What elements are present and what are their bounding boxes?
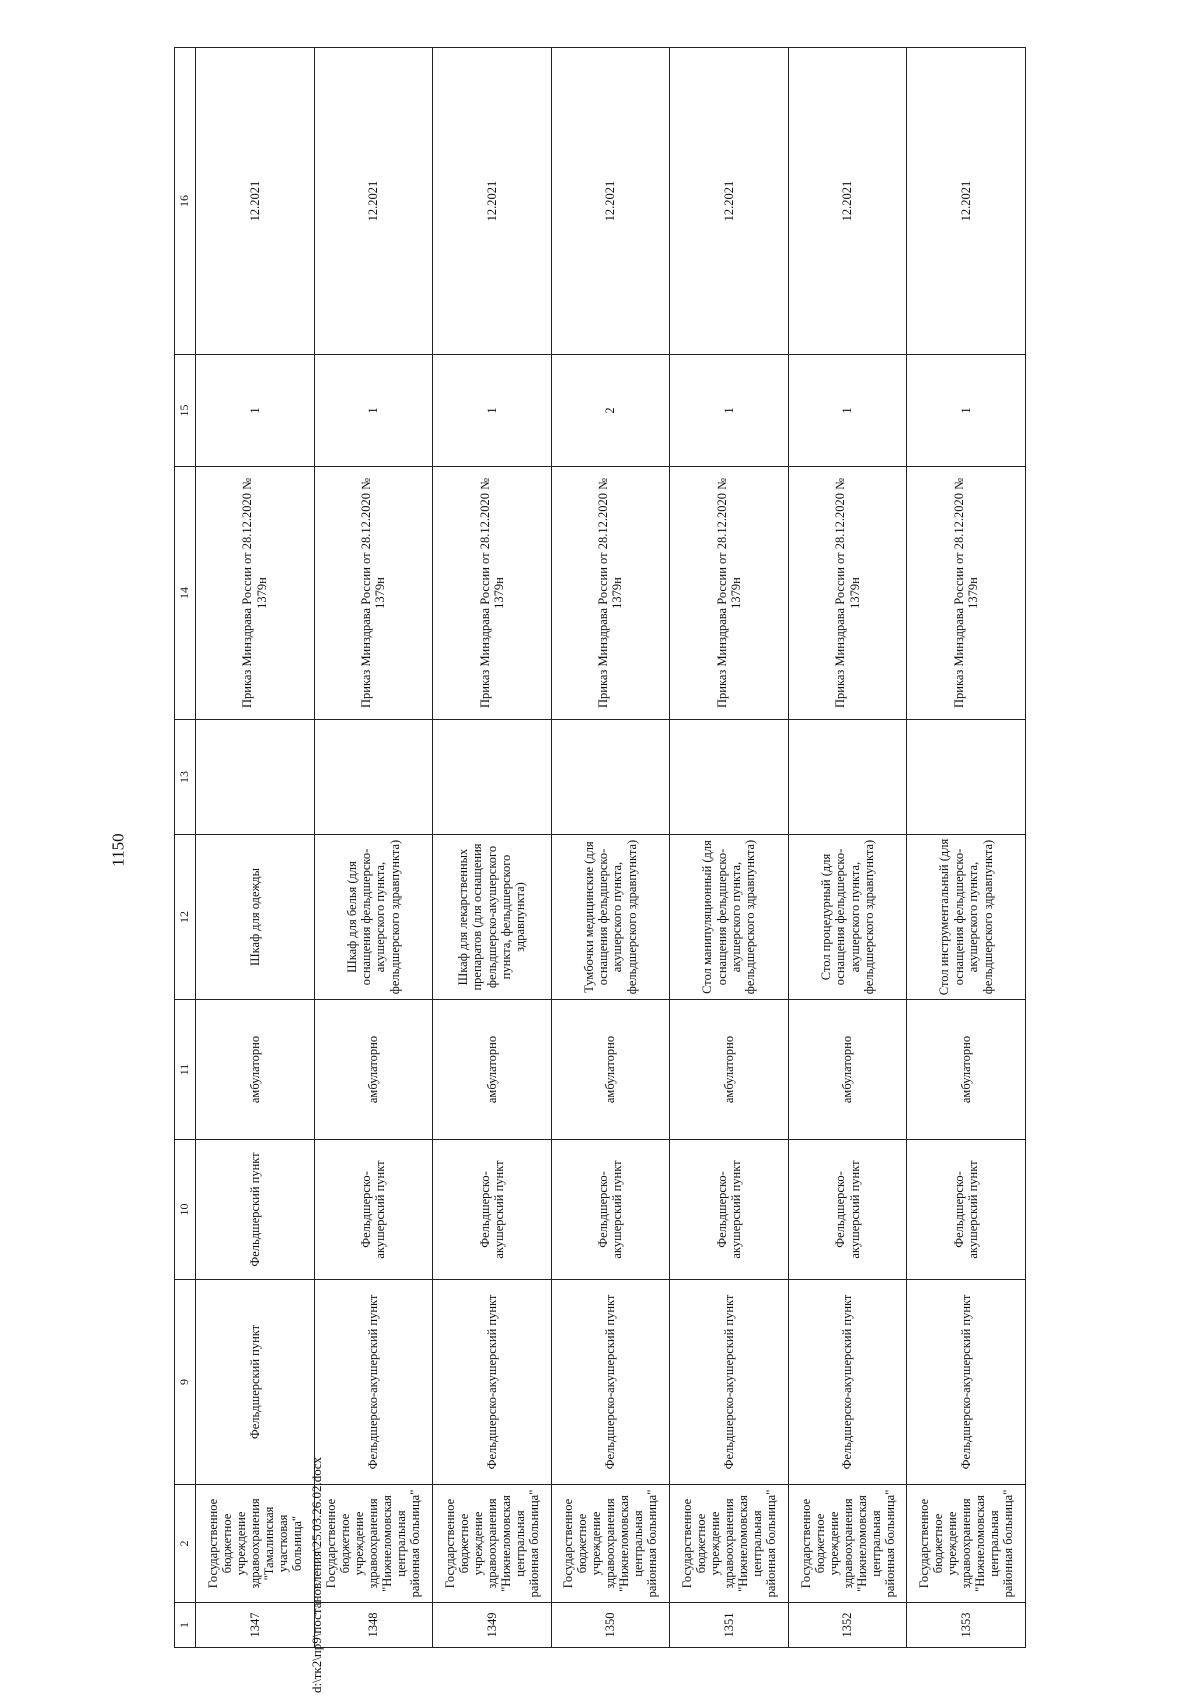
care-conditions: амбулаторно — [196, 1000, 315, 1140]
institution-name: Государственное бюджетное учреждение здравоохранения "Нижнеломовская центральная районная больница" — [670, 1485, 789, 1603]
row-number: 1347 — [196, 1603, 315, 1648]
table-row — [314, 48, 433, 1648]
table-row — [670, 48, 789, 1648]
equipment-name: Шкаф для одежды — [196, 835, 315, 1000]
table-body — [175, 48, 1026, 1648]
due-date: 12.2021 — [433, 48, 552, 355]
column-13-cell — [314, 720, 433, 835]
regulation: Приказ Минздрава России от 28.12.2020 № 1379н — [788, 467, 907, 720]
regulation: Приказ Минздрава России от 28.12.2020 № 1379н — [670, 467, 789, 720]
column-13-cell — [433, 720, 552, 835]
table-row — [907, 48, 1026, 1648]
column-header: 10 — [175, 1140, 196, 1280]
column-13-cell — [907, 720, 1026, 835]
equipment-name: Стол процедурный (для оснащения фельдшерско-акушерского пункта, фельдшерского здравпункта) — [788, 835, 907, 1000]
due-date: 12.2021 — [788, 48, 907, 355]
institution-name: Государственное бюджетное учреждение здравоохранения "Нижнеломовская центральная районная больница" — [907, 1485, 1026, 1603]
care-conditions: амбулаторно — [788, 1000, 907, 1140]
table-rotation-frame — [174, 48, 1026, 1648]
column-13-cell — [788, 720, 907, 835]
unit-name: Фельдшерско-акушерский пункт — [551, 1140, 670, 1280]
column-header: 15 — [175, 355, 196, 467]
column-13-cell — [196, 720, 315, 835]
row-number: 1349 — [433, 1603, 552, 1648]
institution-name: Государственное бюджетное учреждение здравоохранения "Тамалинская участковая больница" — [196, 1485, 315, 1603]
row-number: 1351 — [670, 1603, 789, 1648]
unit-type: Фельдшерский пункт — [196, 1280, 315, 1485]
unit-name: Фельдшерско-акушерский пункт — [907, 1140, 1026, 1280]
equipment-name: Шкаф для лекарственных препаратов (для оснащения фельдшерско-акушерского пункта, фельдшерского здравпункта) — [433, 835, 552, 1000]
unit-name: Фельдшерско-акушерский пункт — [788, 1140, 907, 1280]
column-13-cell — [551, 720, 670, 835]
column-header: 13 — [175, 720, 196, 835]
unit-name: Фельдшерско-акушерский пункт — [670, 1140, 789, 1280]
quantity: 1 — [314, 355, 433, 467]
page-number — [104, 820, 134, 880]
regulation: Приказ Минздрава России от 28.12.2020 № 1379н — [196, 467, 315, 720]
column-number-row — [175, 48, 196, 1648]
document-file-path — [305, 1456, 329, 1694]
regulation: Приказ Минздрава России от 28.12.2020 № 1379н — [314, 467, 433, 720]
regulation: Приказ Минздрава России от 28.12.2020 № 1379н — [907, 467, 1026, 720]
due-date: 12.2021 — [196, 48, 315, 355]
due-date: 12.2021 — [551, 48, 670, 355]
quantity: 1 — [907, 355, 1026, 467]
equipment-name: Шкаф для белья (для оснащения фельдшерско-акушерского пункта, фельдшерского здравпункта) — [314, 835, 433, 1000]
column-header: 2 — [175, 1485, 196, 1603]
row-number: 1348 — [314, 1603, 433, 1648]
due-date: 12.2021 — [670, 48, 789, 355]
institution-name: Государственное бюджетное учреждение здравоохранения "Нижнеломовская центральная районная больница" — [788, 1485, 907, 1603]
unit-type: Фельдшерско-акушерский пункт — [433, 1280, 552, 1485]
due-date: 12.2021 — [314, 48, 433, 355]
equipment-name: Стол манипуляционный (для оснащения фельдшерско-акушерского пункта, фельдшерского здравпункта) — [670, 835, 789, 1000]
care-conditions: амбулаторно — [314, 1000, 433, 1140]
due-date: 12.2021 — [907, 48, 1026, 355]
equipment-table — [174, 47, 1026, 1648]
table-row — [788, 48, 907, 1648]
quantity: 1 — [670, 355, 789, 467]
institution-name: Государственное бюджетное учреждение здравоохранения "Нижнеломовская центральная районная больница" — [551, 1485, 670, 1603]
unit-type: Фельдшерско-акушерский пункт — [907, 1280, 1026, 1485]
column-header: 16 — [175, 48, 196, 355]
table-row — [196, 48, 315, 1648]
rotated-table-container — [174, 48, 1026, 1648]
column-header: 9 — [175, 1280, 196, 1485]
institution-name: Государственное бюджетное учреждение здравоохранения "Нижнеломовская центральная районная больница" — [433, 1485, 552, 1603]
table-row — [433, 48, 552, 1648]
care-conditions: амбулаторно — [551, 1000, 670, 1140]
institution-name: Государственное бюджетное учреждение здравоохранения "Нижнеломовская центральная районная больница" — [314, 1485, 433, 1603]
care-conditions: амбулаторно — [907, 1000, 1026, 1140]
table-row — [551, 48, 670, 1648]
quantity: 1 — [433, 355, 552, 467]
row-number: 1352 — [788, 1603, 907, 1648]
regulation: Приказ Минздрава России от 28.12.2020 № 1379н — [433, 467, 552, 720]
column-header: 11 — [175, 1000, 196, 1140]
file-path-text: d:\тк2\пр9\постановления\25.03.26.02.docx — [309, 1456, 324, 1694]
equipment-name: Тумбочки медицинские (для оснащения фельдшерско-акушерского пункта, фельдшерского здравпункта) — [551, 835, 670, 1000]
row-number: 1350 — [551, 1603, 670, 1648]
column-13-cell — [670, 720, 789, 835]
column-header: 12 — [175, 835, 196, 1000]
regulation: Приказ Минздрава России от 28.12.2020 № 1379н — [551, 467, 670, 720]
unit-name: Фельдшерско-акушерский пункт — [314, 1140, 433, 1280]
column-header: 1 — [175, 1603, 196, 1648]
page-number-text: 1150 — [109, 833, 128, 867]
equipment-name: Стол инструментальный (для оснащения фельдшерско-акушерского пункта, фельдшерского здравпункта) — [907, 835, 1026, 1000]
care-conditions: амбулаторно — [433, 1000, 552, 1140]
unit-type: Фельдшерско-акушерский пункт — [314, 1280, 433, 1485]
unit-name: Фельдшерско-акушерский пункт — [433, 1140, 552, 1280]
care-conditions: амбулаторно — [670, 1000, 789, 1140]
row-number: 1353 — [907, 1603, 1026, 1648]
unit-type: Фельдшерско-акушерский пункт — [670, 1280, 789, 1485]
unit-type: Фельдшерско-акушерский пункт — [551, 1280, 670, 1485]
unit-type: Фельдшерско-акушерский пункт — [788, 1280, 907, 1485]
quantity: 1 — [788, 355, 907, 467]
column-header: 14 — [175, 467, 196, 720]
quantity: 2 — [551, 355, 670, 467]
unit-name: Фельдшерский пункт — [196, 1140, 315, 1280]
quantity: 1 — [196, 355, 315, 467]
